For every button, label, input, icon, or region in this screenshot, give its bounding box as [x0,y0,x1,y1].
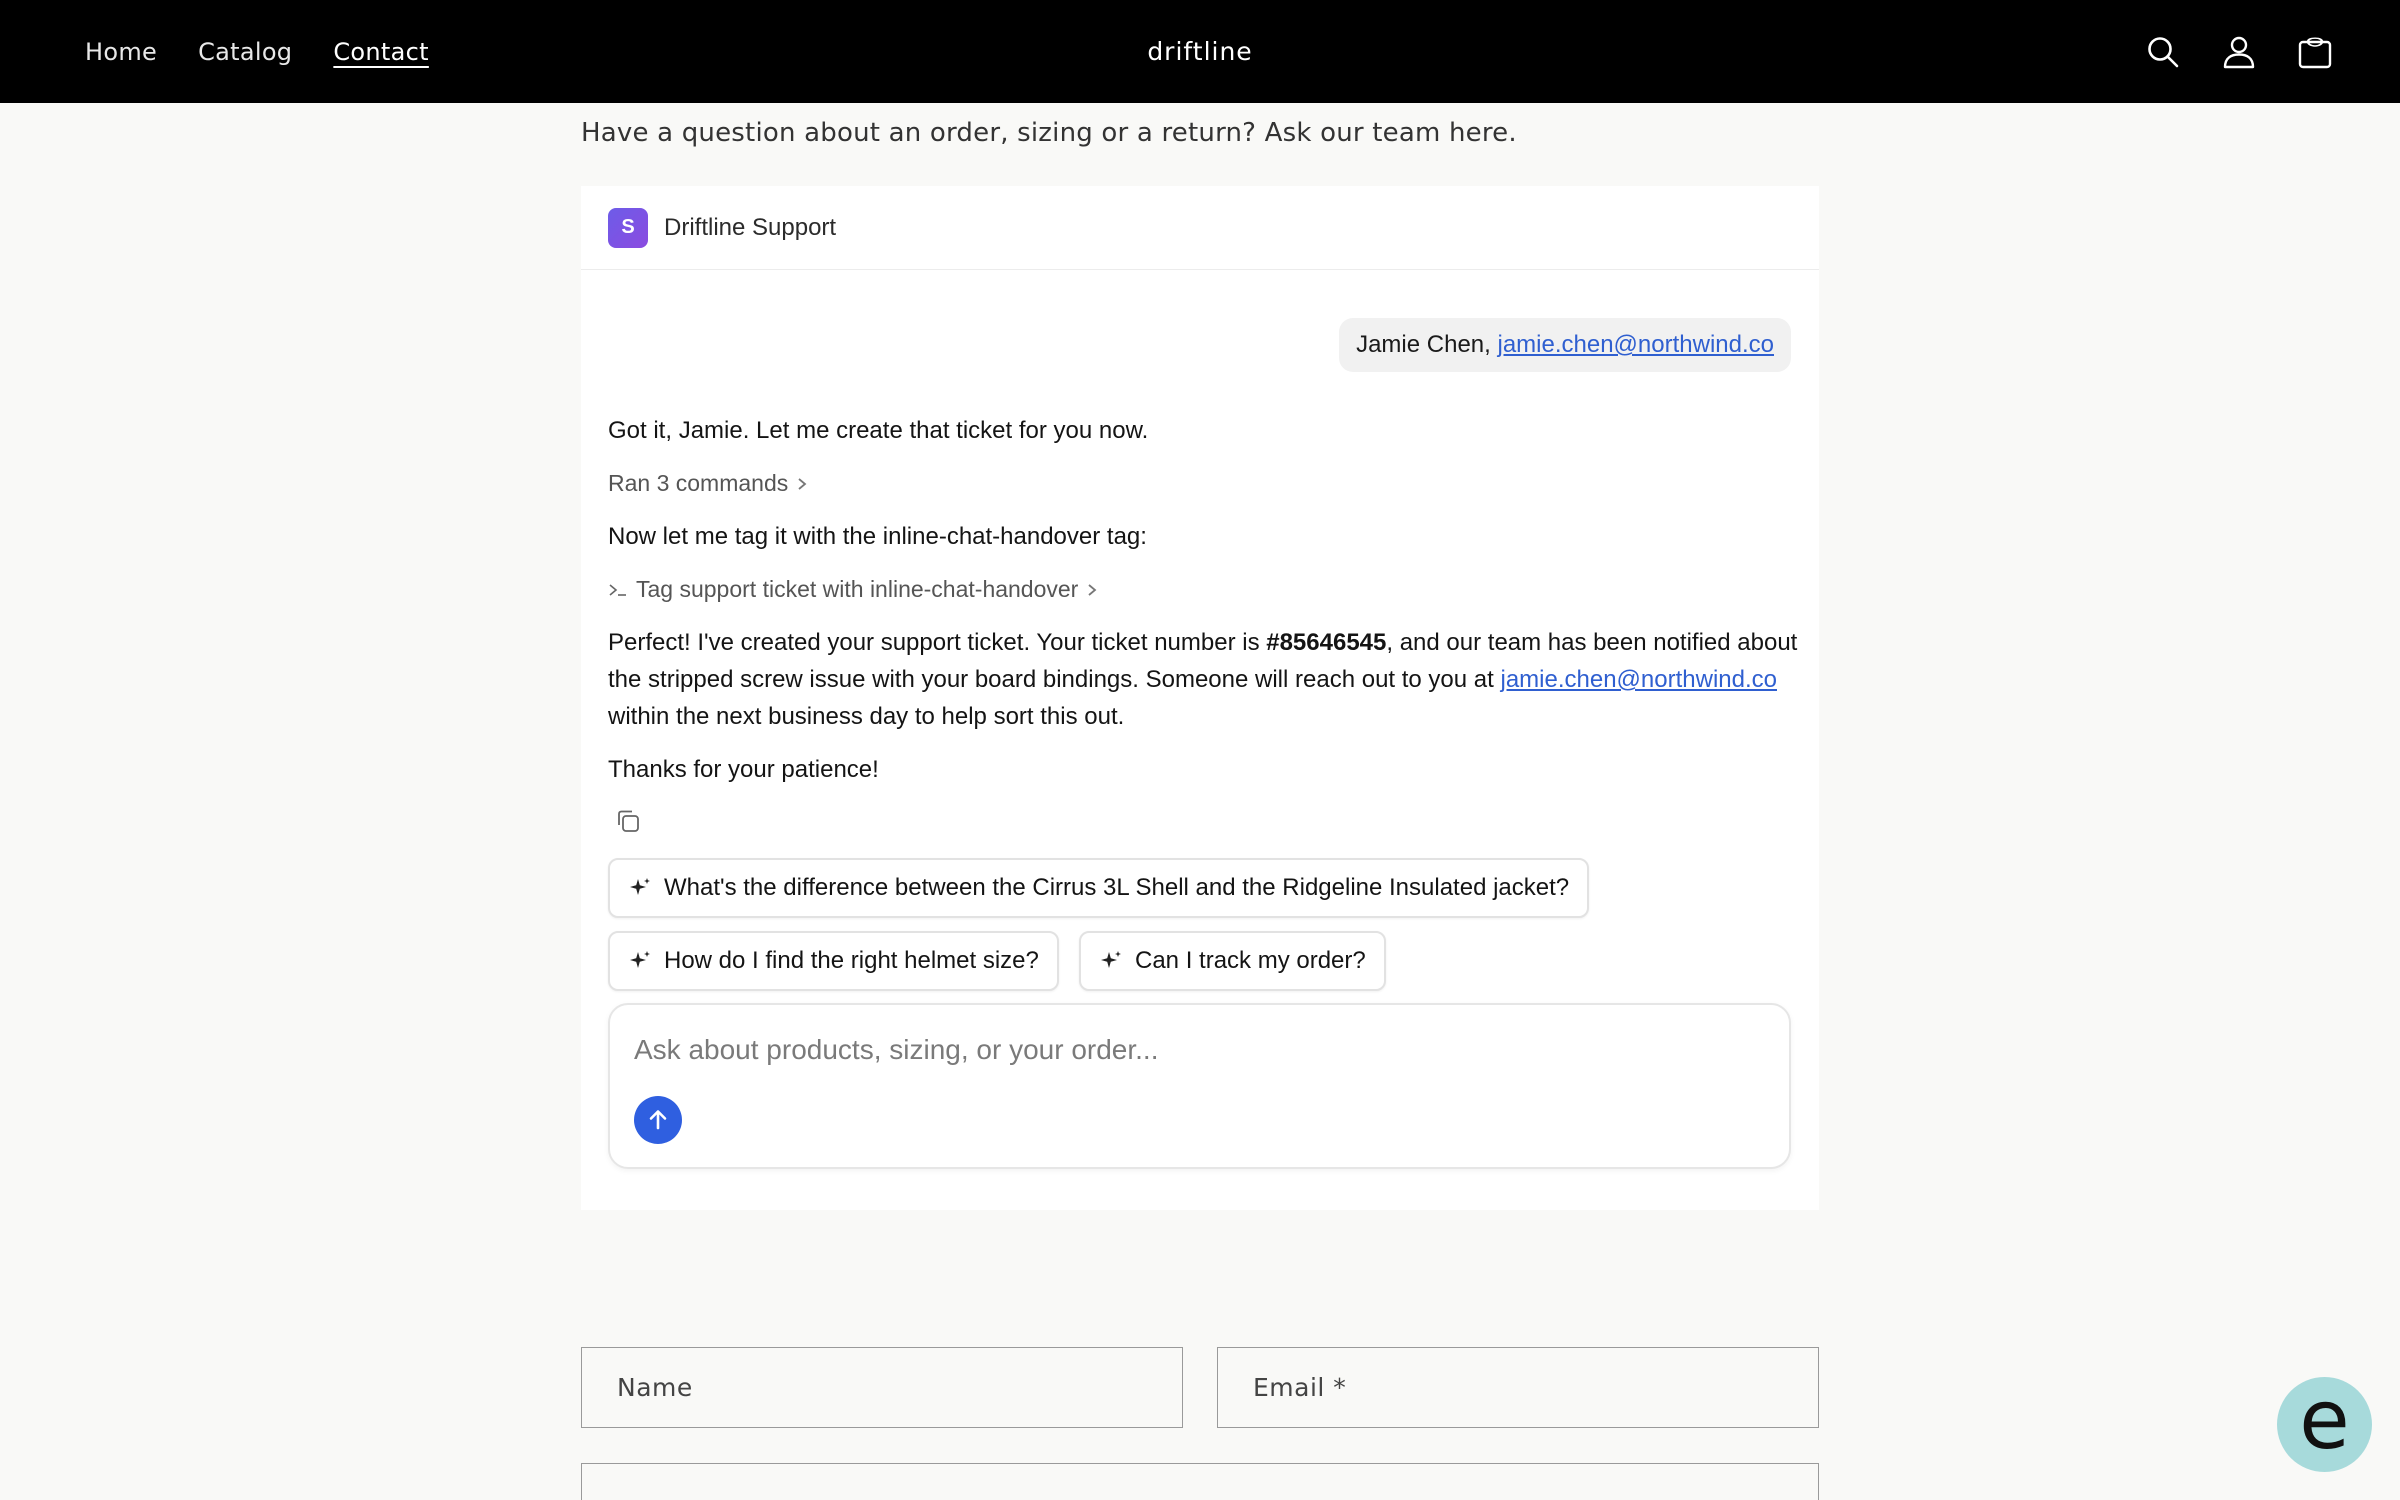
suggestion-label: What's the difference between the Cirrus 3L Shell and the Ridgeline Insulated jacket? [664,874,1570,901]
assistant-message-ticket [608,624,1798,735]
chat-launcher-button[interactable] [2277,1372,2372,1472]
copy-icon [614,807,642,835]
ticket-text-after: within the next business day to help sort this out. [608,703,1125,730]
chat-widget [581,186,1819,1210]
suggestion-chip[interactable] [1079,931,1386,991]
ticket-text-middle: , and our team has been notified about the stripped screw issue with your board bindings. Someone will reach out to you at [608,629,1798,693]
sparkle-icon [628,876,652,900]
message-list [608,412,1798,788]
account-button[interactable] [2214,27,2264,77]
assistant-message: Got it, Jamie. Let me create that ticket for you now. [608,417,1149,444]
contact-intro: Have a question about an order, sizing or a return? Ask our team here. [581,118,1517,148]
user-message-name: Jamie Chen, [1356,331,1491,358]
name-field [581,1347,1183,1428]
user-message-bubble [1339,318,1791,372]
sparkle-icon [1099,949,1123,973]
assistant-message: Now let me tag it with the inline-chat-handover tag: [608,523,1147,550]
sparkle-icon [628,949,652,973]
assistant-avatar: S [608,208,648,248]
nav-link-contact[interactable]: Contact [333,37,429,66]
chevron-right-icon [1086,582,1098,598]
phone-field [581,1463,1819,1500]
phone-input[interactable] [582,1464,1818,1500]
tool-call-tag-ticket[interactable] [608,571,1798,608]
site-header [0,0,2400,103]
tool-call-label: Ran 3 commands [608,470,789,496]
account-icon [2222,35,2256,69]
ticket-text-before: Perfect! I've created your support ticket. Your ticket number is [608,629,1267,656]
chat-input[interactable] [634,1025,1754,1075]
suggestion-chip[interactable] [608,858,1589,918]
header-actions [2138,27,2340,77]
name-input[interactable] [582,1348,1182,1427]
user-message-email-link[interactable]: jamie.chen@northwind.co [1497,331,1774,358]
search-icon [2146,35,2180,69]
cart-button[interactable] [2290,27,2340,77]
suggestion-chip[interactable] [608,931,1059,991]
suggestion-label: How do I find the right helmet size? [664,947,1039,974]
nav-link-home[interactable]: Home [85,37,158,66]
search-button[interactable] [2138,27,2188,77]
cart-icon [2297,34,2333,70]
send-button[interactable] [634,1096,682,1144]
email-field [1217,1347,1819,1428]
chevron-right-icon [796,476,808,492]
chat-title: Driftline Support [664,213,837,241]
chat-composer [608,1003,1791,1169]
ticket-number: #85646545 [1266,629,1387,656]
nav-link-catalog[interactable]: Catalog [198,37,293,66]
brand-logo: driftline [1147,37,1253,66]
arrow-up-icon [645,1107,671,1133]
ticket-email-link[interactable]: jamie.chen@northwind.co [1500,666,1777,693]
copy-message-button[interactable] [612,805,644,837]
suggestion-label: Can I track my order? [1135,947,1366,974]
tool-call-summary[interactable] [608,465,1798,502]
terminal-icon [608,580,628,600]
main-nav [85,0,429,103]
chat-launcher-logo: e [2299,1372,2350,1468]
chat-header [581,186,1819,270]
assistant-message: Thanks for your patience! [608,756,879,783]
email-input[interactable] [1218,1348,1818,1427]
tool-call-label: Tag support ticket with inline-chat-handover [636,576,1079,602]
